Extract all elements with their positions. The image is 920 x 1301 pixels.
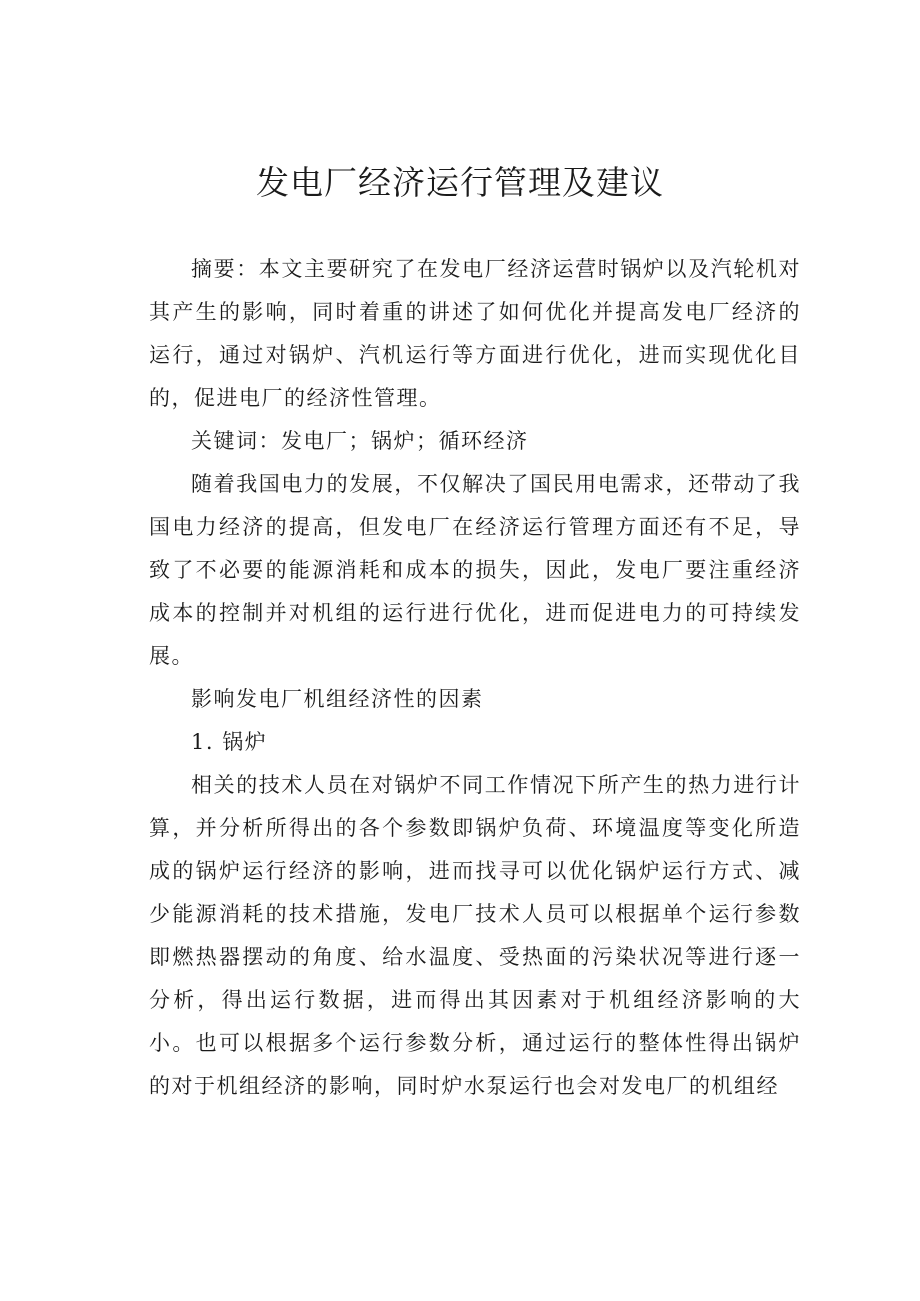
document-body: [149, 248, 801, 1108]
boiler-paragraph: 相关的技术人员在对锅炉不同工作情况下所产生的热力进行计算，并分析所得出的各个参数即锅炉负荷、环境温度等变化所造成的锅炉运行经济的影响，进而找寻可以优化锅炉运行方式、减少能源消耗的技术措施，发电厂技术人员可以根据单个运行参数即燃热器摆动的角度、给水温度、受热面的污染状况等进行逐一分析，得出运行数据，进而得出其因素对于机组经济影响的大小。也可以根据多个运行参数分析，通过运行的整体性得出锅炉的对于机组经济的影响，同时炉水泵运行也会对发电厂的机组经: [149, 773, 801, 1098]
intro-paragraph: 随着我国电力的发展，不仅解决了国民用电需求，还带动了我国电力经济的提高，但发电厂在经济运行管理方面还有不足，导致了不必要的能源消耗和成本的损失，因此，发电厂要注重经济成本的控制并对机组的运行进行优化，进而促进电力的可持续发展。: [149, 472, 801, 668]
keywords-paragraph: 关键词：发电厂；锅炉；循环经济: [191, 429, 529, 453]
subsection-heading-boiler: 1. 锅炉: [191, 730, 268, 754]
document-title: 发电厂经济运行管理及建议: [256, 163, 664, 202]
abstract-paragraph: 摘要：本文主要研究了在发电厂经济运营时锅炉以及汽轮机对其产生的影响，同时着重的讲述了如何优化并提高发电厂经济的运行，通过对锅炉、汽机运行等方面进行优化，进而实现优化目的，促进电厂的经济性管理。: [149, 257, 801, 410]
section-heading: 影响发电厂机组经济性的因素: [191, 687, 484, 711]
